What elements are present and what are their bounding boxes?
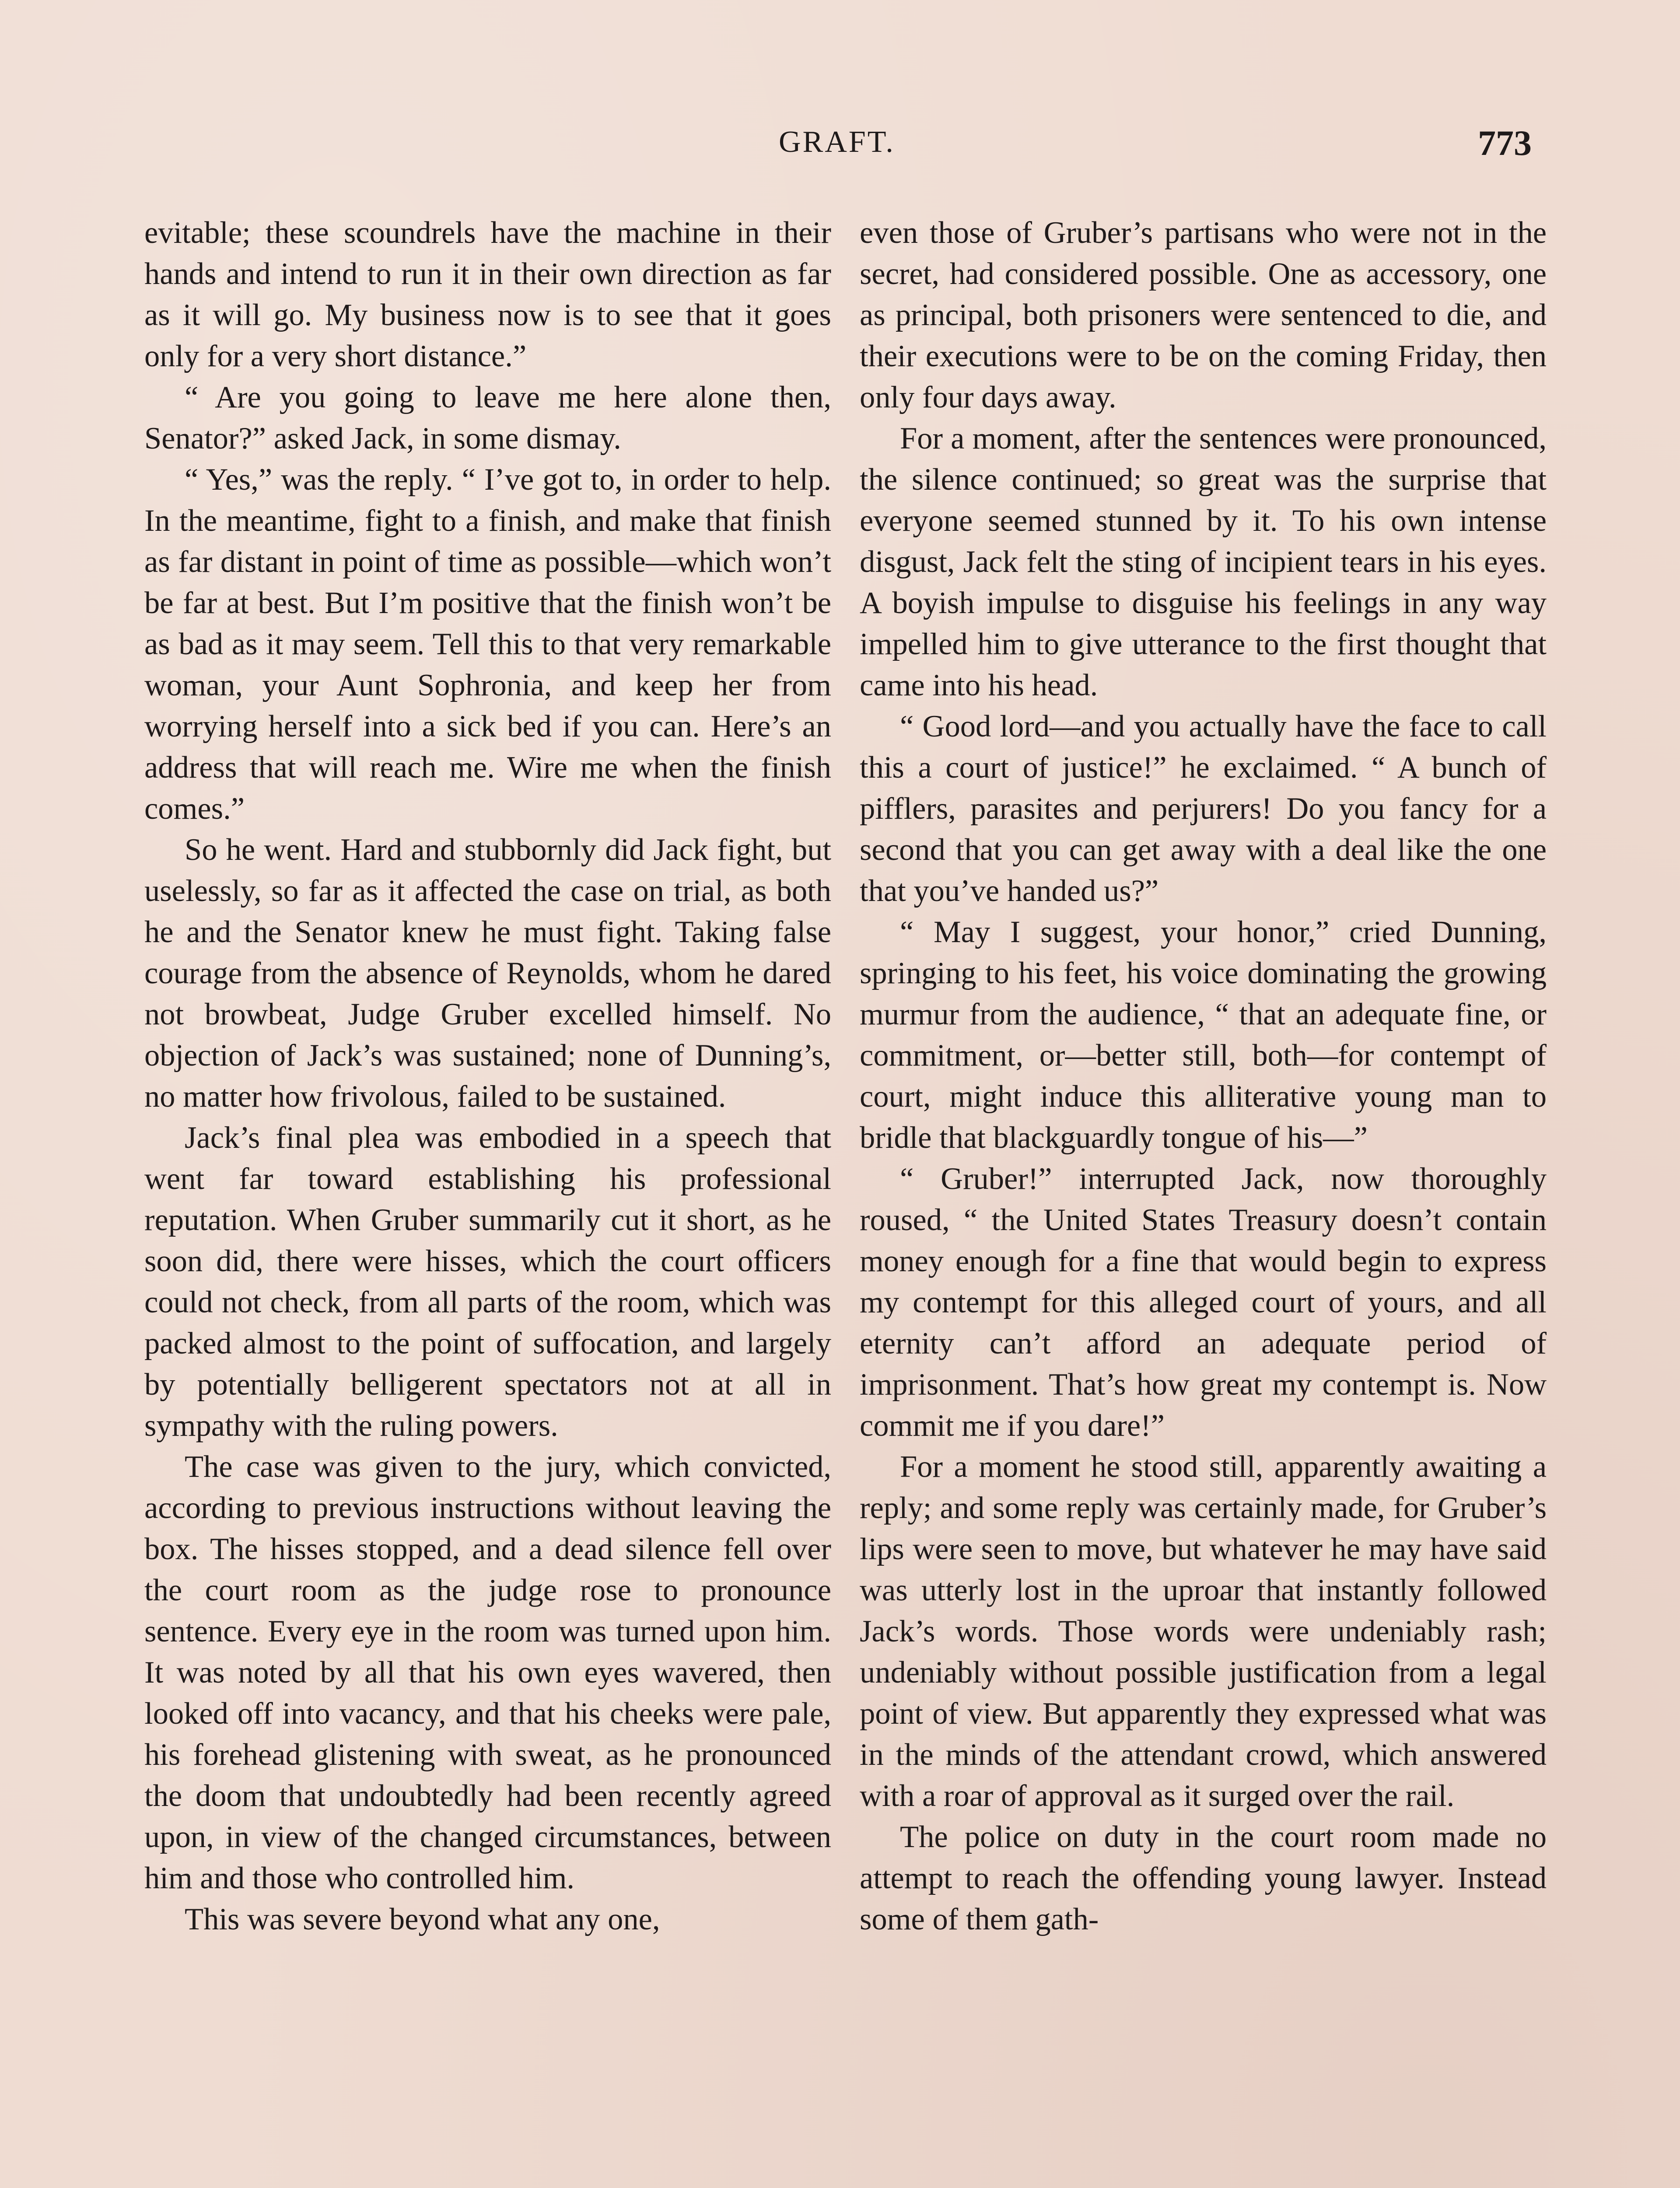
paragraph: This was severe beyond what any one, — [185, 1902, 660, 1936]
paragraph: For a moment he stood still, apparently awaiting a reply; and some reply was certainly made, for Gruber’s lips were seen to move, but whatever he may have said was utterly lost in the uproar that instantly followed Jack’s words. Those words were undeniably rash; undeniably without possible justification from a legal point of view. But apparently they expressed what was in the minds of the attendant crowd, which answered with a roar of approval as it surged over the rail. — [860, 1450, 1547, 1813]
paragraph: even those of Gruber’s partisans who were not in the secret, had considered possible. One as accessory, one as principal, both prisoners were sentenced to die, and their executions were to be on the coming Friday, then only four days away. — [860, 216, 1547, 414]
paragraph: For a moment, after the sentences were pronounced, the silence continued; so great was the surprise that everyone seemed stunned by it. To his own intense disgust, Jack felt the sting of incipient tears in his eyes. A boyish impulse to disguise his feelings in any way impelled him to give utterance to the first thought that came into his head. — [860, 421, 1547, 702]
paragraph: “ May I suggest, your honor,” cried Dunning, springing to his feet, his voice dominating the growing murmur from the audience, “ that an adequate fine, or commitment, or—better still, both—for contempt of court, might induce this alliterative young man to bridle that blackguardly tongue of his—” — [860, 915, 1547, 1155]
right-column — [860, 212, 1547, 1940]
left-column — [144, 212, 831, 1940]
paragraph: Jack’s final plea was embodied in a speech that went far toward establishing his professional reputation. When Gruber summarily cut it short, as he soon did, there were hisses, which the court officers could not check, from all parts of the room, which was packed almost to the point of suffocation, and largely by potentially belligerent spectators not at all in sympathy with the ruling powers. — [144, 1121, 831, 1443]
paragraph: “ Are you going to leave me here alone then, Senator?” asked Jack, in some dismay. — [144, 380, 831, 456]
paragraph: “ Good lord—and you actually have the face to call this a court of justice!” he exclaimed. “ A bunch of pifflers, parasites and perjurers! Do you fancy for a second that you can get away with a deal like the one that you’ve handed us?” — [860, 709, 1547, 908]
page-number: 773 — [1478, 123, 1532, 163]
paragraph: evitable; these scoundrels have the machine in their hands and intend to run it in their own direction as far as it will go. My business now is to see that it goes only for a very short distance.” — [144, 216, 831, 373]
paragraph: The police on duty in the court room made no attempt to reach the offending young lawyer. Instead some of them gath- — [860, 1820, 1547, 1936]
paragraph: The case was given to the jury, which convicted, according to previous instructions without leaving the box. The hisses stopped, and a dead silence fell over the court room as the judge rose to pronounce sentence. Every eye in the room was turned upon him. It was noted by all that his own eyes wavered, then looked off into vacancy, and that his cheeks were pale, his forehead glistening with sweat, as he pronounced the doom that undoubtedly had been recently agreed upon, in view of the changed circumstances, between him and those who controlled him. — [144, 1450, 831, 1895]
paragraph: “ Gruber!” interrupted Jack, now thoroughly roused, “ the United States Treasury doesn’t contain money enough for a fine that would begin to express my contempt for this alleged court of yours, and all eternity can’t afford an adequate period of imprisonment. That’s how great my contempt is. Now commit me if you dare!” — [860, 1162, 1547, 1443]
paragraph: So he went. Hard and stubbornly did Jack fight, but uselessly, so far as it affected the case on trial, as both he and the Senator knew he must fight. Taking false courage from the absence of Reynolds, whom he dared not browbeat, Judge Gruber excelled himself. No objection of Jack’s was sustained; none of Dunning’s, no matter how frivolous, failed to be sustained. — [144, 833, 831, 1114]
paragraph: “ Yes,” was the reply. “ I’ve got to, in order to help. In the meantime, fight to a finish, and make that finish as far distant in point of time as possible—which won’t be far at best. But I’m positive that the finish won’t be as bad as it may seem. Tell this to that very remarkable woman, your Aunt Sophronia, and keep her from worrying herself into a sick bed if you can. Here’s an address that will reach me. Wire me when the finish comes.” — [144, 463, 831, 826]
running-head: GRAFT. — [779, 125, 895, 159]
